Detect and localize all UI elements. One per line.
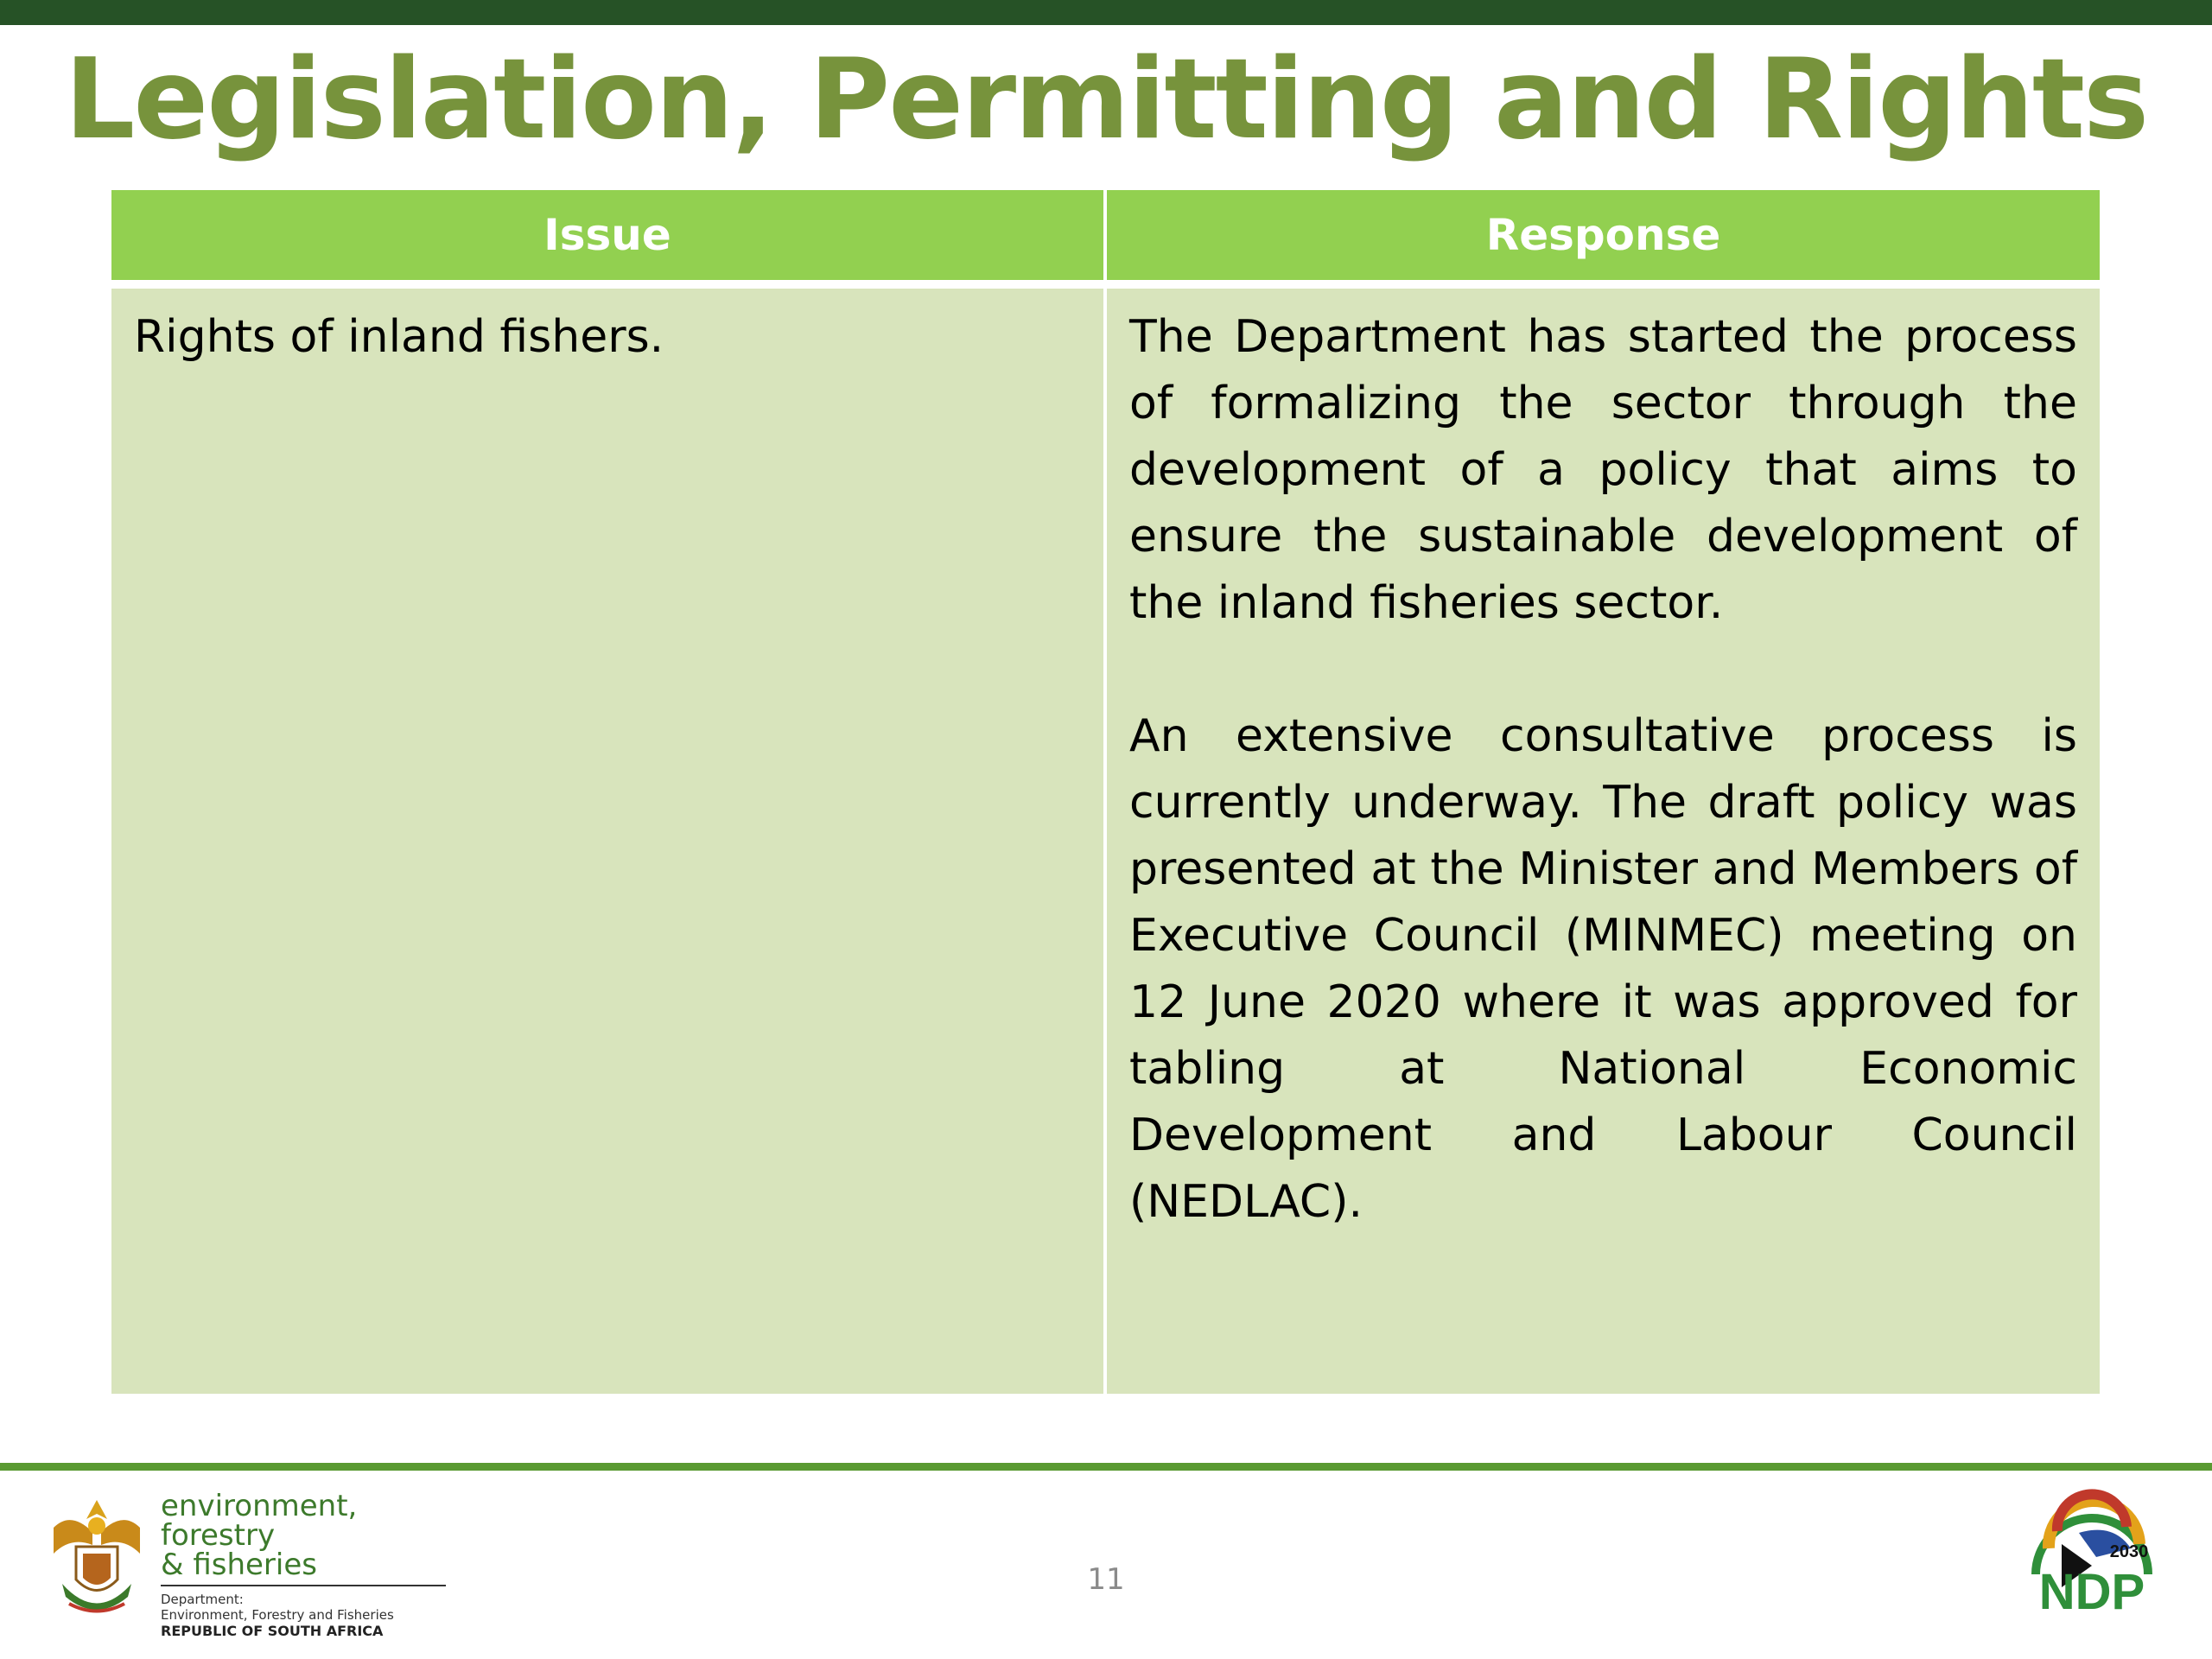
ndp-logo-icon [2018,1479,2165,1626]
page-number: 11 [1087,1562,1125,1597]
dept-full-name: Environment, Forestry and Fisheries [161,1607,394,1623]
response-paragraph-2: An extensive consultative process is currently underway. The draft policy was presented at the Minister and Members of Executive Council (MINMEC) meeting on 12 June 2020 where it was approved for tabling at National Economic Development and Labour Council (NEDLAC). [1129,710,2077,1228]
cell-response [1107,289,2100,1394]
ndp-year: 2030 [2109,1542,2149,1561]
issue-text: Rights of inland fishers. [134,311,664,363]
coat-of-arms-icon [45,1493,149,1623]
dept-name-line2: & fisheries [161,1548,317,1582]
dept-label: Department: [161,1592,244,1607]
issue-response-table [111,190,2100,1394]
dept-rule [161,1585,446,1586]
footer-divider [0,1463,2212,1471]
header-issue: Issue [111,190,1103,280]
ndp-text: NDP [2038,1564,2145,1620]
cell-issue [111,289,1103,1394]
dept-name-line1: environment, forestry [161,1489,358,1553]
header-response: Response [1107,190,2100,280]
top-bar [0,0,2212,25]
dept-country: REPUBLIC OF SOUTH AFRICA [161,1623,384,1639]
slide-title: Legislation, Permitting and Rights [64,35,2148,164]
response-paragraph-1: The Department has started the process of formalizing the sector through the development of a policy that aims to ensure the sustainable development of the inland fisheries sector. [1129,311,2077,629]
department-logo [161,1491,454,1640]
